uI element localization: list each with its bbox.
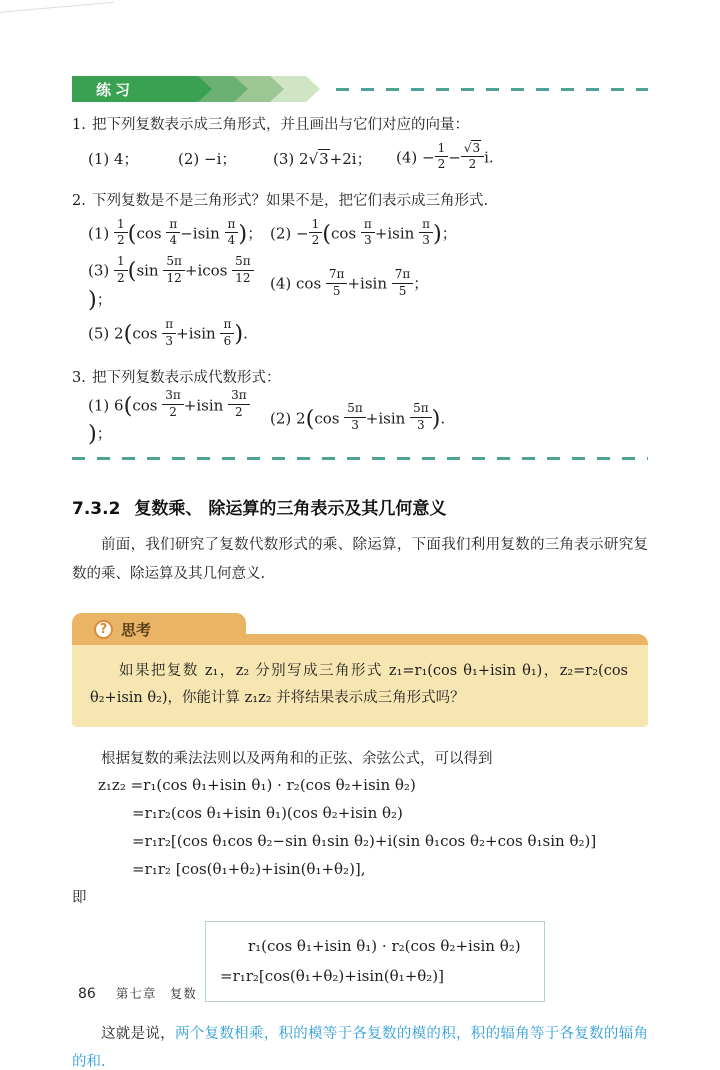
problem-2-row-1 [72,214,648,254]
problem-number: 1. [72,117,86,133]
page-number: 86 [78,986,96,1002]
problem-head [72,367,648,389]
part-item: (1) 4； [88,149,139,168]
problem-2-row-2 [72,253,648,313]
part-item: (5) 2(cos $\frac{\pi}{3}$ +isin $\frac{\pi}{6}$ ). [88,317,248,348]
formula-line-1: r₁(cos θ₁+isin θ₁) · r₂(cos θ₂+isin θ₂) [248,937,521,956]
part-item: (2) − $\frac{1}{2}$ (cos $\frac{\pi}{3}$ +isin $\frac{\pi}{3}$ )； [270,216,457,248]
formula-line-2: =r₁r₂[cos(θ₁+θ₂)+isin(θ₁+θ₂)] [220,967,445,986]
part-item: (1) 6(cos $\frac{3\pi}{2}$ +isin $\frac{3\pi}{2}$ )； [88,391,270,448]
part-item: (2) 2(cos $\frac{5\pi}{3}$ +isin $\frac{5\pi}{3}$ ). [270,401,446,433]
think-text: 如果把复数 z₁，z₂ 分别写成三角形式 z₁=r₁(cos θ₁+isin θ₁)，z₂=r₂(cos θ₂+isin θ₂)，你能计算 z₁z₂ 并将结果表示成三角形式吗？ [72,645,648,727]
equation-line: =r₁r₂(cos θ₁+isin θ₁)(cos θ₂+isin θ₂) [132,804,403,823]
think-tab [72,613,246,645]
problem-text: 下列复数是不是三角形式？如果不是，把它们表示成三角形式. [92,193,489,209]
problem-3-row [72,388,648,448]
chapter-label: 第七章 复数 [115,986,197,1001]
problem-head [72,190,648,212]
conclusion-paragraph [72,1020,648,1070]
part-item: (4) − $\frac{1}{2}$ − $\frac{√3}{2}$ i. [396,140,494,172]
part-item: (3) 2√3+2i； [273,149,372,168]
part-item: (1) $\frac{1}{2}$ (cos $\frac{\pi}{4}$ −isin $\frac{\pi}{4}$ )； [88,216,263,248]
formula-box [205,921,545,1002]
practice-label: 练习 [72,76,184,102]
section-intro: 前面，我们研究了复数代数形式的乘、除运算，下面我们利用复数的三角表示研究复数的乘、除运算及其几何意义. [72,537,648,583]
section-title: 复数乘、 除运算的三角表示及其几何意义 [134,499,447,520]
problem-text: 把下列复数表示成三角形式，并且画出与它们对应的向量： [92,117,469,133]
question-icon: ? [94,620,113,639]
conclusion-lead: 这就是说， [101,1026,175,1043]
problem-1 [72,114,648,178]
problem-number: 2. [72,193,86,209]
problem-number: 3. [72,369,86,386]
problem-2-row-3 [72,315,648,355]
problem-head [72,114,648,136]
practice-banner [72,76,322,102]
practice-banner-row [72,76,648,102]
section-number: 7.3.2 [72,499,121,520]
part-item: (3) $\frac{1}{2}$ (sin $\frac{5\pi}{12}$ +icos $\frac{5\pi}{12}$ )； [88,256,270,313]
equation-line: =r₁r₂[(cos θ₁cos θ₂−sin θ₁sin θ₂)+i(sin θ₁cos θ₂+cos θ₁sin θ₂)] [132,832,597,851]
problem-2 [72,190,648,355]
dashed-rule [336,88,648,91]
problem-text: 把下列复数表示成代数形式： [92,369,281,386]
part-item: (2) −i； [178,149,237,168]
connector-word: 即 [72,890,87,907]
think-label: 思考 [121,620,152,639]
page-footer [78,984,197,1002]
dashed-rule [72,457,648,460]
equation-line: z₁z₂ =r₁(cos θ₁+isin θ₁) · r₂(cos θ₂+isin θ₂) [98,776,416,795]
section-heading [72,494,648,519]
part-item: (4) cos $\frac{7\pi}{5}$ +isin $\frac{7\pi}{5}$ ； [270,266,429,298]
equation-line: =r₁r₂ [cos(θ₁+θ₂)+isin(θ₁+θ₂)], [132,860,366,879]
problem-1-parts [72,138,648,178]
derivation-intro: 根据复数的乘法法则以及两角和的正弦、余弦公式，可以得到 [101,751,493,768]
think-box [72,613,648,727]
conclusion-highlight: 两个复数相乘，积的模等于各复数的模的积，积的辐角等于各复数的辐角的和. [72,1026,649,1070]
problem-3 [72,367,648,448]
